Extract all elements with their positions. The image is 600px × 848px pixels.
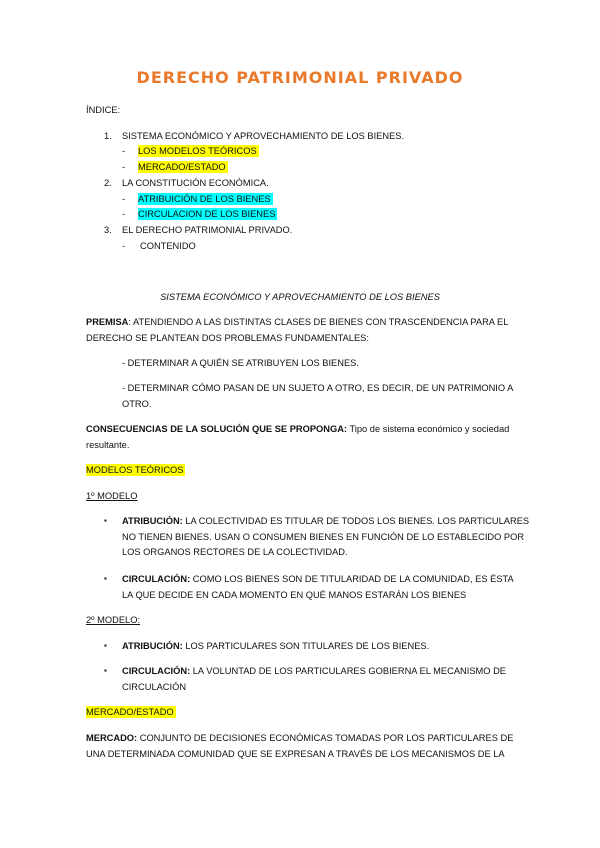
circulacion-text: COMO LOS BIENES SON DE TITULARIDAD DE LA COMUNIDAD, ES ÉSTA — [190, 574, 514, 584]
index-sub-dash: - — [122, 146, 126, 156]
premisa-line-1 — [86, 316, 508, 328]
consecuencias-label: CONSECUENCIAS DE LA SOLUCIÓN QUE SE PROPONGA: — [86, 424, 348, 434]
index-sub-dash: - — [122, 209, 126, 219]
index-item-3: EL DERECHO PATRIMONIAL PRIVADO. — [122, 225, 293, 235]
circulacion-label: CIRCULACIÓN: — [122, 666, 191, 676]
section-heading: SISTEMA ECONÓMICO Y APROVECHAMIENTO DE LOS BIENES — [160, 292, 440, 302]
index-sub-atribucion: ATRIBUICIÓN DE LOS BIENES — [138, 194, 271, 204]
atribucion-text: LOS PARTICULARES SON TITULARES DE LOS BIENES. — [182, 641, 430, 651]
consecuencias-text: Tipo de sistema económico y sociedad — [347, 424, 510, 434]
modelo-2-circulacion-line-2: CIRCULACIÓN — [122, 682, 187, 692]
premisa-label: PREMISA — [86, 317, 129, 327]
modelo-2-heading: 2º MODELO: — [86, 615, 141, 625]
index-item-3-number: 3. — [104, 225, 112, 235]
circulacion-label: CIRCULACIÓN: — [122, 574, 191, 584]
point-1: - DETERMINAR A QUIÉN SE ATRIBUYEN LOS BIENES. — [122, 358, 359, 368]
document-title: DERECHO PATRIMONIAL PRIVADO — [136, 68, 464, 87]
modelo-1-circulacion-line-1 — [122, 573, 514, 585]
modelo-1-heading: 1º MODELO — [86, 491, 138, 501]
point-2-line-2: OTRO. — [122, 399, 152, 409]
atribucion-text: LA COLECTIVIDAD ES TITULAR DE TODOS LOS BIENES. LOS PARTICULARES — [182, 516, 530, 526]
modelos-teoricos-heading: MODELOS TEÓRICOS — [86, 465, 184, 475]
bullet-icon: ▪ — [104, 574, 107, 583]
index-sub-mercado-estado: MERCADO/ESTADO — [138, 162, 226, 172]
mercado-line-2: UNA DETERMINADA COMUNIDAD QUE SE EXPRESAN A TRAVÉS DE LOS MECANISMOS DE LA — [86, 749, 505, 759]
bullet-icon: ▪ — [104, 666, 107, 675]
modelo-1-atribucion-line-3: LOS ORGANOS RECTORES DE LA COLECTIVIDAD. — [122, 547, 348, 557]
index-sub-circulacion: CIRCULACION DE LOS BIENES — [138, 209, 276, 219]
index-sub-modelos-teoricos: LOS MODELOS TEÓRICOS — [138, 146, 257, 156]
modelo-2-atribucion — [122, 640, 429, 652]
mercado-text: CONJUNTO DE DECISIONES ECONÓMICAS TOMADAS POR LOS PARTICULARES DE — [137, 733, 514, 743]
modelo-2-circulacion-line-1 — [122, 665, 506, 677]
modelo-1-circulacion-line-2: LA QUE DECIDE EN CADA MOMENTO EN QUÉ MANOS ESTARÁN LOS BIENES — [122, 590, 467, 600]
point-2-line-1: - DETERMINAR CÓMO PASAN DE UN SUJETO A OTRO, ES DECIR, DE UN PATRIMONIO A — [122, 383, 514, 393]
premisa-line-2: DERECHO SE PLANTEAN DOS PROBLEMAS FUNDAMENTALES: — [86, 333, 369, 343]
mercado-estado-heading: MERCADO/ESTADO — [86, 707, 174, 717]
index-sub-contenido: CONTENIDO — [140, 241, 196, 251]
premisa-text: : ATENDIENDO A LAS DISTINTAS CLASES DE BIENES CON TRASCENDENCIA PARA EL — [128, 317, 509, 327]
index-item-2-number: 2. — [104, 178, 112, 188]
index-sub-dash: - — [122, 162, 126, 172]
index-item-1-number: 1. — [104, 131, 112, 141]
atribucion-label: ATRIBUCIÓN: — [122, 641, 183, 651]
circulacion-text: LA VOLUNTAD DE LOS PARTICULARES GOBIERNA EL MECANISMO DE — [190, 666, 507, 676]
modelo-1-atribucion-line-2: NO TIENEN BIENES. USAN O CONSUMEN BIENES EN FUNCIÓN DE LO ESTABLECIDO POR — [122, 532, 525, 542]
consecuencias-line-1 — [86, 423, 509, 435]
index-sub-dash: - — [122, 241, 126, 251]
consecuencias-line-2: resultante. — [86, 440, 130, 450]
mercado-line-1 — [86, 732, 513, 744]
index-item-2: LA CONSTITUCIÓN ECONÓMICA. — [122, 178, 269, 188]
modelo-1-atribucion-line-1 — [122, 515, 529, 527]
mercado-label: MERCADO: — [86, 733, 138, 743]
index-sub-dash: - — [122, 194, 126, 204]
bullet-icon: ▪ — [104, 641, 107, 650]
index-item-1: SISTEMA ECONÓMICO Y APROVECHAMIENTO DE LOS BIENES. — [122, 131, 405, 141]
index-label: ÍNDICE: — [86, 105, 121, 115]
atribucion-label: ATRIBUCIÓN: — [122, 516, 183, 526]
bullet-icon: ▪ — [104, 516, 107, 525]
